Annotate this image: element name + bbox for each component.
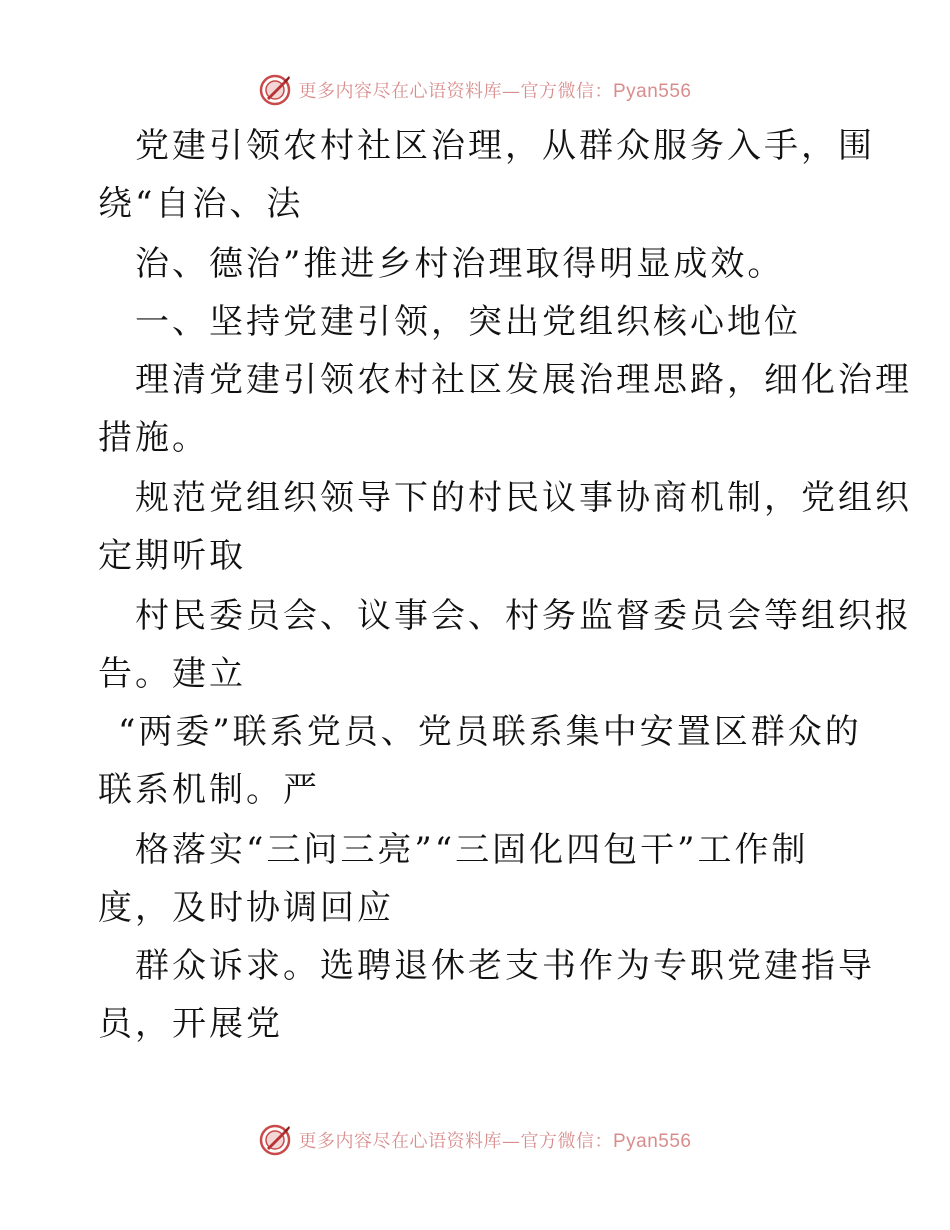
footer-banner	[0, 1120, 950, 1160]
body-line: 村民委员会、议事会、村务监督委员会等组织报	[135, 596, 912, 636]
body-line: 联系机制。严	[98, 770, 320, 810]
footer-banner-inner	[258, 1123, 691, 1157]
body-line: “两委”联系党员、党员联系集中安置区群众的	[118, 712, 862, 752]
header-wechat-id: Pyan556	[612, 81, 692, 102]
footer-banner-text: 更多内容尽在心语资料库—官方微信：Pyan556	[298, 1131, 692, 1152]
body-line: 定期听取	[98, 536, 246, 576]
header-banner-inner	[258, 73, 691, 107]
body-line: 度，及时协调回应	[98, 888, 394, 928]
body-line: 绕“自治、法	[98, 184, 304, 224]
body-line: 理清党建引领农村社区发展治理思路，细化治理	[135, 360, 912, 400]
header-banner	[0, 70, 950, 110]
section-heading: 一、坚持党建引领，突出党组织核心地位	[135, 302, 801, 342]
quill-seal-icon	[258, 1123, 292, 1157]
body-line: 群众诉求。选聘退休老支书作为专职党建指导	[135, 946, 875, 986]
footer-wechat-id: Pyan556	[612, 1131, 692, 1152]
body-line: 治、德治”推进乡村治理取得明显成效。	[135, 244, 785, 284]
body-line: 员，开展党	[98, 1004, 283, 1044]
header-banner-text: 更多内容尽在心语资料库—官方微信：Pyan556	[298, 81, 692, 102]
body-line: 告。建立	[98, 654, 246, 694]
body-line: 规范党组织领导下的村民议事协商机制，党组织	[135, 478, 912, 518]
body-line: 措施。	[98, 418, 209, 458]
quill-seal-icon	[258, 73, 292, 107]
body-line: 党建引领农村社区治理，从群众服务入手，围	[135, 126, 875, 166]
body-line: 格落实“三问三亮”“三固化四包干”工作制	[135, 830, 809, 870]
